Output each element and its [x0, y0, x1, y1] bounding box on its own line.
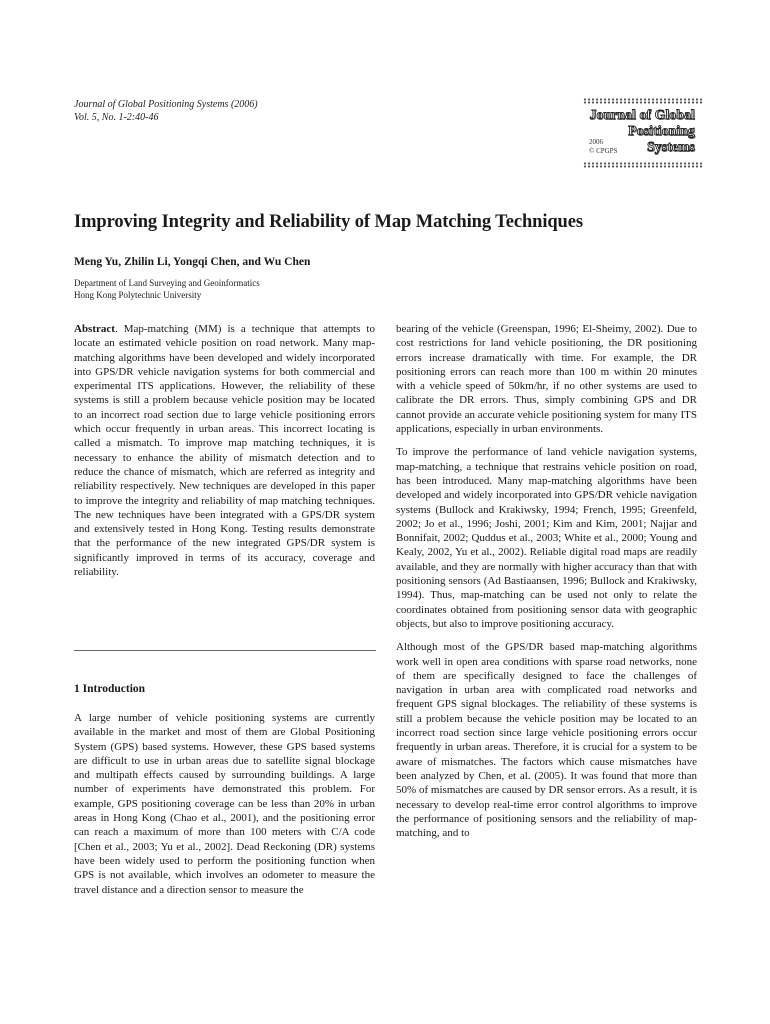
abstract-label: Abstract — [74, 323, 115, 335]
affiliation-university: Hong Kong Polytechnic University — [74, 289, 202, 300]
introduction-paragraph-1: A large number of vehicle positioning systems are currently available in the market and most of them are Global Positioning System (GPS) based systems. However, these GPS based systems are difficult to use in urban areas due to satellite signal blockage and multipath effects caused by surrounding buildings. A large number of experiments have demonstrated this problem. For example, GPS positioning coverage can be less than 20% in urban areas in Hong Kong (Chao et al., 2001), and the positioning error can reach a maximum of more than 100 meters with C/A code [Chen et al., 2003; Yu et al., 2002]. Dead Reckoning (DR) systems have been widely used to perform the positioning function when GPS is not available, which involves an odometer to measure the travel distance and a direction sensor to measure the — [74, 712, 375, 896]
logo-copyright: © CPGPS — [589, 147, 618, 155]
abstract-divider — [74, 650, 376, 651]
journal-logo — [583, 98, 703, 170]
journal-volume: Vol. 5, No. 1-2:40-46 — [74, 111, 159, 123]
logo-ornament-top — [583, 98, 703, 104]
right-paragraph-3: Although most of the GPS/DR based map-matching algorithms work well in open area conditions with sparse road networks, none of them are specifically designed to face the challenges of navigation in urban area with complicated road networks and frequent GPS signal blockages. The reliability of these systems is still a problem because the vehicle position may be located to an incorrect road section since large vehicle positioning errors occur frequently in urban areas. Therefore, it is crucial for a system to be aware of mismatches. The factors which cause mismatches have been analyzed by Chen, et al. (2005). It was found that more than 50% of mismatches are caused by DR sensor errors. As a result, it is necessary to develop real-time error control algorithms to improve the performance of positioning sensors and the reliability of map-matching, and to — [396, 641, 697, 840]
logo-year: 2006 — [589, 138, 603, 146]
author-list: Meng Yu, Zhilin Li, Yongqi Chen, and Wu Chen — [74, 256, 311, 268]
logo-line-2: Positioning — [628, 123, 695, 138]
paper-title: Improving Integrity and Reliability of Map Matching Techniques — [74, 212, 583, 232]
abstract-paragraph — [74, 322, 375, 579]
abstract-block — [74, 322, 375, 588]
journal-header — [74, 99, 258, 124]
logo-ornament-bottom — [583, 162, 703, 168]
logo-line-3: Systems — [647, 139, 695, 154]
affiliation-department: Department of Land Surveying and Geoinformatics — [74, 278, 260, 288]
introduction-left-column — [74, 711, 375, 906]
logo-line-1: Journal of Global — [589, 107, 695, 122]
right-paragraph-2: To improve the performance of land vehicle navigation systems, map-matching, a technique that restrains vehicle position on road, has been introduced. Many map-matching algorithms have been developed and widely incorporated into GPS/DR vehicle navigation systems (Bullock and Krakiwsky, 1994; French, 1995; Greenfeld, 2002; Jo et al., 1996; Joshi, 2001; Kim and Kim, 2001; Najjar and Bonnifait, 2002; Quddus et al., 2003; White et al., 2000; Young and Kealy, 2002, Yu et al., 2002). Reliable digital road maps are readily available, and they are normally with higher accuracy than that with positioning sensors (Ad Bastiaansen, 1996; Bullock and Krakiwsky, 1994). Thus, map-matching can be used not only to relate the coordinates obtained from positioning sensor data with geographic objects, but also to improve positioning accuracy. — [396, 446, 697, 630]
affiliation — [74, 278, 260, 301]
section-heading-introduction: 1 Introduction — [74, 683, 146, 695]
right-paragraph-1: bearing of the vehicle (Greenspan, 1996; El-Sheimy, 2002). Due to cost restrictions for land vehicle positioning, the DR positioning errors increase dramatically with time. For example, the DR positioning errors can reach more than 100 m within 20 minutes with a vehicle speed of 50km/hr, if no other systems are used to calibrate the DR errors. Thus, simply combining GPS and DR cannot provide an accurate vehicle positioning system for many ITS applications, especially in urban environments. — [396, 323, 697, 436]
abstract-text: . Map-matching (MM) is a technique that attempts to locate an estimated vehicle position on road network. Many map-matching algorithms have been developed and widely incorporated into GPS/DR vehicle navigation systems for both commercial and experimental ITS applications. However, the reliability of these systems is still a problem because vehicle position may be located to an incorrect road section due to large vehicle positioning errors which occur frequently in urban areas. This incorrect locating is called a mismatch. To improve map matching techniques, it is necessary to enhance the ability of mismatch detection and to reduce the chance of mismatch, which are referred as integrity and reliability respectively. New techniques are developed in this paper to improve the integrity and reliability of map matching techniques. The new techniques have been integrated with a GPS/DR system and extensively tested in Hong Kong. Testing results demonstrate that the performance of the new integrated GPS/DR system is significantly improved in terms of its accuracy, coverage and reliability. — [74, 323, 375, 579]
introduction-right-column — [396, 322, 697, 849]
journal-citation: Journal of Global Positioning Systems (2006) — [74, 99, 258, 110]
